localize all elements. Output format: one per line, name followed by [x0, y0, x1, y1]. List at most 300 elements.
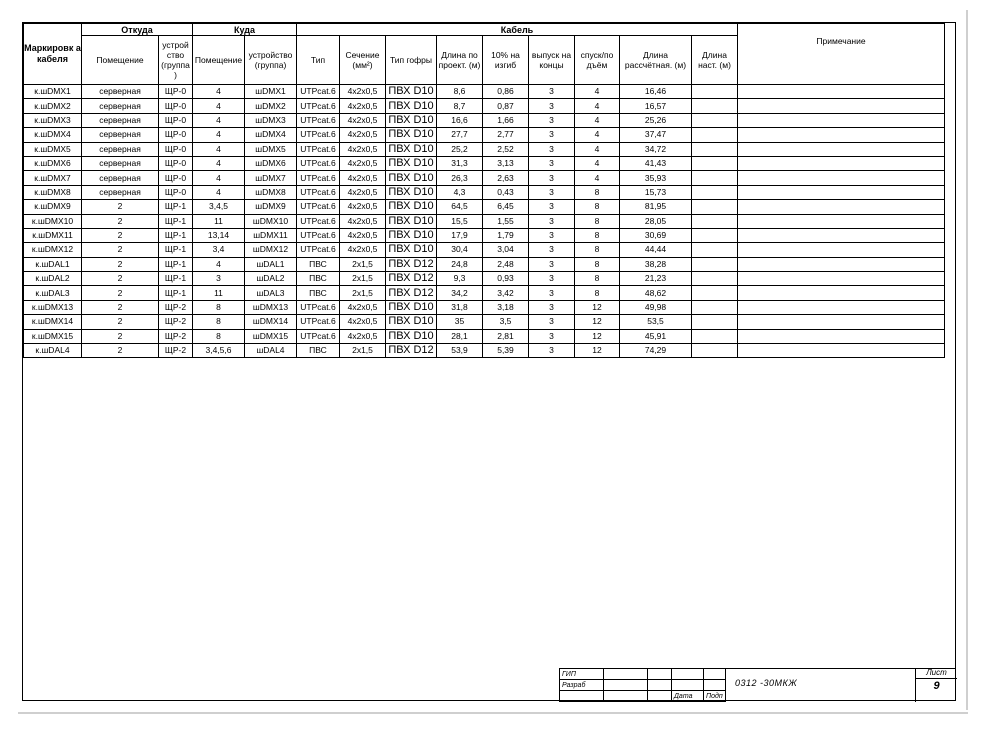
cell-bend: 3,5 — [483, 315, 529, 329]
cell-length-project: 31,3 — [437, 156, 483, 170]
cell-to-room: 4 — [193, 142, 245, 156]
cell-type: UTPcat.6 — [297, 85, 340, 99]
cell-note — [738, 315, 945, 329]
cell-ends: 3 — [529, 243, 575, 257]
cell-drop: 4 — [575, 99, 620, 113]
cell-length-set — [692, 315, 738, 329]
cell-length-project: 16,6 — [437, 113, 483, 127]
header-to: Куда — [193, 24, 297, 36]
cell-ends: 3 — [529, 286, 575, 300]
cell-corrugation: ПВХ D12 — [386, 272, 437, 286]
cell-bend: 1,55 — [483, 214, 529, 228]
cell-bend: 2,77 — [483, 128, 529, 142]
cell-mark: к.шDMX9 — [24, 200, 82, 214]
cell-type: UTPcat.6 — [297, 185, 340, 199]
cell-type: UTPcat.6 — [297, 128, 340, 142]
table-row — [24, 113, 945, 127]
cell-length-project: 30,4 — [437, 243, 483, 257]
cell-drop: 12 — [575, 329, 620, 343]
stamp-gip: ГИП — [560, 669, 604, 680]
cell-to-device: шDMX15 — [245, 329, 297, 343]
table-row — [24, 185, 945, 199]
cell-length-calc: 37,47 — [620, 128, 692, 142]
cell-note — [738, 344, 945, 358]
cell-from-room: 2 — [82, 243, 159, 257]
header-ends: выпуск на концы — [529, 36, 575, 85]
cell-to-room: 4 — [193, 185, 245, 199]
cell-ends: 3 — [529, 142, 575, 156]
cell-bend: 5,39 — [483, 344, 529, 358]
cell-bend: 0,86 — [483, 85, 529, 99]
cell-corrugation: ПВХ D10 — [386, 200, 437, 214]
cell-length-calc: 16,46 — [620, 85, 692, 99]
cell-mark: к.шDMX4 — [24, 128, 82, 142]
header-from: Откуда — [82, 24, 193, 36]
cell-drop: 4 — [575, 113, 620, 127]
cell-drop: 8 — [575, 257, 620, 271]
cell-to-room: 8 — [193, 315, 245, 329]
cell-note — [738, 300, 945, 314]
cell-to-room: 4 — [193, 128, 245, 142]
cell-bend: 0,43 — [483, 185, 529, 199]
cell-note — [738, 200, 945, 214]
cell-length-project: 34,2 — [437, 286, 483, 300]
cell-from-device: ЩР-1 — [159, 257, 193, 271]
cell-section: 4x2x0,5 — [340, 300, 386, 314]
cell-corrugation: ПВХ D10 — [386, 85, 437, 99]
cell-to-device: шDMX13 — [245, 300, 297, 314]
cell-length-calc: 74,29 — [620, 344, 692, 358]
cell-note — [738, 85, 945, 99]
table-row — [24, 315, 945, 329]
cell-note — [738, 156, 945, 170]
cell-from-device: ЩР-2 — [159, 315, 193, 329]
cell-length-project: 9,3 — [437, 272, 483, 286]
cell-to-room: 4 — [193, 156, 245, 170]
cell-length-project: 53,9 — [437, 344, 483, 358]
cell-bend: 2,52 — [483, 142, 529, 156]
cell-to-device: шDMX1 — [245, 85, 297, 99]
cell-to-device: шDAL1 — [245, 257, 297, 271]
cell-type: ПВС — [297, 344, 340, 358]
cell-corrugation: ПВХ D10 — [386, 128, 437, 142]
cell-from-device: ЩР-1 — [159, 228, 193, 242]
cell-bend: 2,81 — [483, 329, 529, 343]
cell-corrugation: ПВХ D10 — [386, 300, 437, 314]
cell-from-room: 2 — [82, 329, 159, 343]
cell-section: 4x2x0,5 — [340, 243, 386, 257]
header-length-project: Длина по проект. (м) — [437, 36, 483, 85]
cell-length-set — [692, 128, 738, 142]
cell-corrugation: ПВХ D10 — [386, 156, 437, 170]
cell-length-project: 17,9 — [437, 228, 483, 242]
sheet-number: 9 — [933, 680, 940, 692]
cell-from-room: 2 — [82, 315, 159, 329]
cell-type: UTPcat.6 — [297, 243, 340, 257]
cell-corrugation: ПВХ D10 — [386, 113, 437, 127]
cell-length-set — [692, 329, 738, 343]
cell-corrugation: ПВХ D10 — [386, 99, 437, 113]
cell-to-room: 3,4,5,6 — [193, 344, 245, 358]
cell-mark: к.шDMX8 — [24, 185, 82, 199]
stamp-date-label: Дата — [672, 691, 704, 702]
cell-length-project: 4,3 — [437, 185, 483, 199]
cell-length-set — [692, 272, 738, 286]
cell-corrugation: ПВХ D10 — [386, 329, 437, 343]
cell-length-calc: 21,23 — [620, 272, 692, 286]
cell-to-device: шDMX8 — [245, 185, 297, 199]
table-row — [24, 214, 945, 228]
cell-to-room: 4 — [193, 113, 245, 127]
cell-from-room: серверная — [82, 142, 159, 156]
cell-section: 4x2x0,5 — [340, 99, 386, 113]
cell-to-device: шDMX2 — [245, 99, 297, 113]
cell-mark: к.шDMX2 — [24, 99, 82, 113]
header-length-calc: Длина рассчётная. (м) — [620, 36, 692, 85]
cell-corrugation: ПВХ D10 — [386, 214, 437, 228]
cell-type: UTPcat.6 — [297, 214, 340, 228]
cell-drop: 8 — [575, 228, 620, 242]
header-section: Сечение (мм²) — [340, 36, 386, 85]
cell-note — [738, 185, 945, 199]
cell-type: UTPcat.6 — [297, 171, 340, 185]
cell-from-device: ЩР-0 — [159, 156, 193, 170]
table-row — [24, 286, 945, 300]
cell-bend: 1,79 — [483, 228, 529, 242]
header-to-room: Помещение — [193, 36, 245, 85]
cell-length-set — [692, 142, 738, 156]
cell-mark: к.шDMX12 — [24, 243, 82, 257]
cell-bend: 0,93 — [483, 272, 529, 286]
cell-ends: 3 — [529, 257, 575, 271]
cell-drop: 12 — [575, 300, 620, 314]
cell-ends: 3 — [529, 185, 575, 199]
cell-ends: 3 — [529, 228, 575, 242]
cell-section: 4x2x0,5 — [340, 315, 386, 329]
cell-from-room: серверная — [82, 99, 159, 113]
title-block-signatures — [559, 668, 726, 702]
cell-to-room: 3,4,5 — [193, 200, 245, 214]
cell-note — [738, 171, 945, 185]
cell-note — [738, 243, 945, 257]
cell-length-calc: 15,73 — [620, 185, 692, 199]
cell-length-project: 26,3 — [437, 171, 483, 185]
cell-drop: 12 — [575, 315, 620, 329]
cell-note — [738, 113, 945, 127]
cell-from-device: ЩР-1 — [159, 243, 193, 257]
cell-from-device: ЩР-2 — [159, 300, 193, 314]
cell-bend: 1,66 — [483, 113, 529, 127]
cell-section: 2x1,5 — [340, 344, 386, 358]
cell-length-calc: 34,72 — [620, 142, 692, 156]
cell-to-device: шDAL3 — [245, 286, 297, 300]
cell-mark: к.шDMX10 — [24, 214, 82, 228]
cell-corrugation: ПВХ D10 — [386, 171, 437, 185]
cell-to-device: шDMX12 — [245, 243, 297, 257]
cell-section: 4x2x0,5 — [340, 214, 386, 228]
page-shadow-bottom — [18, 712, 968, 714]
cell-length-calc: 44,44 — [620, 243, 692, 257]
cell-length-calc: 25,26 — [620, 113, 692, 127]
cell-from-room: 2 — [82, 272, 159, 286]
stamp-sign-label: Подп — [704, 691, 726, 702]
cell-length-calc: 16,57 — [620, 99, 692, 113]
cell-to-room: 4 — [193, 257, 245, 271]
stamp-razrab: Разраб — [560, 680, 604, 691]
cell-from-device: ЩР-0 — [159, 113, 193, 127]
cell-drop: 8 — [575, 243, 620, 257]
cell-mark: к.шDMX7 — [24, 171, 82, 185]
cell-to-room: 3 — [193, 272, 245, 286]
cell-drop: 8 — [575, 214, 620, 228]
cell-type: UTPcat.6 — [297, 142, 340, 156]
cell-section: 4x2x0,5 — [340, 228, 386, 242]
cell-bend: 0,87 — [483, 99, 529, 113]
cell-length-set — [692, 200, 738, 214]
cell-ends: 3 — [529, 315, 575, 329]
cell-to-room: 4 — [193, 99, 245, 113]
cell-length-project: 8,7 — [437, 99, 483, 113]
cell-from-room: 2 — [82, 200, 159, 214]
cell-from-device: ЩР-0 — [159, 185, 193, 199]
cell-mark: к.шDMX1 — [24, 85, 82, 99]
cell-to-device: шDMX10 — [245, 214, 297, 228]
cell-bend: 2,48 — [483, 257, 529, 271]
cell-drop: 8 — [575, 200, 620, 214]
cell-length-project: 35 — [437, 315, 483, 329]
cell-from-room: серверная — [82, 113, 159, 127]
cell-mark: к.шDMX13 — [24, 300, 82, 314]
cell-from-room: 2 — [82, 257, 159, 271]
cell-mark: к.шDMX14 — [24, 315, 82, 329]
cell-ends: 3 — [529, 272, 575, 286]
cell-from-device: ЩР-0 — [159, 99, 193, 113]
cell-length-calc: 45,91 — [620, 329, 692, 343]
cell-length-calc: 30,69 — [620, 228, 692, 242]
cell-corrugation: ПВХ D10 — [386, 228, 437, 242]
drawing-sheet — [22, 22, 956, 701]
cell-ends: 3 — [529, 214, 575, 228]
cell-to-device: шDMX11 — [245, 228, 297, 242]
cell-type: UTPcat.6 — [297, 99, 340, 113]
cell-length-set — [692, 113, 738, 127]
cell-ends: 3 — [529, 156, 575, 170]
cell-section: 4x2x0,5 — [340, 85, 386, 99]
cell-length-set — [692, 156, 738, 170]
header-to-device: устройство (группа) — [245, 36, 297, 85]
cell-mark: к.шDMX3 — [24, 113, 82, 127]
cell-from-device: ЩР-0 — [159, 85, 193, 99]
cell-length-project: 31,8 — [437, 300, 483, 314]
cell-length-calc: 38,28 — [620, 257, 692, 271]
cell-note — [738, 257, 945, 271]
cell-from-room: серверная — [82, 128, 159, 142]
cell-section: 4x2x0,5 — [340, 113, 386, 127]
cell-corrugation: ПВХ D12 — [386, 257, 437, 271]
cell-ends: 3 — [529, 329, 575, 343]
cell-to-room: 13,14 — [193, 228, 245, 242]
cell-section: 4x2x0,5 — [340, 156, 386, 170]
table-row — [24, 128, 945, 142]
cell-to-room: 8 — [193, 300, 245, 314]
table-row — [24, 344, 945, 358]
cell-length-calc: 53,5 — [620, 315, 692, 329]
cell-length-set — [692, 243, 738, 257]
cell-note — [738, 272, 945, 286]
cell-length-project: 15,5 — [437, 214, 483, 228]
cell-drop: 4 — [575, 142, 620, 156]
cell-ends: 3 — [529, 171, 575, 185]
cell-length-set — [692, 214, 738, 228]
cell-length-set — [692, 171, 738, 185]
header-corrugation: Тип гофры — [386, 36, 437, 85]
cell-from-device: ЩР-1 — [159, 200, 193, 214]
cell-type: ПВС — [297, 286, 340, 300]
cell-section: 2x1,5 — [340, 272, 386, 286]
cell-drop: 12 — [575, 344, 620, 358]
cell-to-device: шDMX4 — [245, 128, 297, 142]
cell-from-room: 2 — [82, 214, 159, 228]
cell-type: UTPcat.6 — [297, 113, 340, 127]
cell-mark: к.шDAL3 — [24, 286, 82, 300]
table-row — [24, 257, 945, 271]
page-shadow-right — [966, 10, 968, 710]
cell-from-device: ЩР-0 — [159, 142, 193, 156]
header-length-set: Длина наст. (м) — [692, 36, 738, 85]
cell-from-device: ЩР-0 — [159, 128, 193, 142]
document-code: 0312 -30МКЖ — [735, 678, 798, 688]
sheet-label: Лист — [916, 668, 957, 679]
cell-ends: 3 — [529, 300, 575, 314]
cell-to-device: шDAL2 — [245, 272, 297, 286]
table-row — [24, 85, 945, 99]
cell-length-project: 24,8 — [437, 257, 483, 271]
cell-length-set — [692, 85, 738, 99]
cell-to-device: шDMX6 — [245, 156, 297, 170]
table-row — [24, 272, 945, 286]
cell-to-room: 11 — [193, 214, 245, 228]
cell-length-set — [692, 99, 738, 113]
cell-length-calc: 28,05 — [620, 214, 692, 228]
cell-section: 4x2x0,5 — [340, 128, 386, 142]
cell-to-room: 11 — [193, 286, 245, 300]
cell-to-device: шDMX5 — [245, 142, 297, 156]
table-row — [24, 156, 945, 170]
cell-note — [738, 142, 945, 156]
cell-type: UTPcat.6 — [297, 228, 340, 242]
cell-type: UTPcat.6 — [297, 300, 340, 314]
cell-to-room: 8 — [193, 329, 245, 343]
cell-from-room: серверная — [82, 171, 159, 185]
table-row — [24, 329, 945, 343]
cell-length-calc: 41,43 — [620, 156, 692, 170]
cell-section: 4x2x0,5 — [340, 142, 386, 156]
cell-from-room: 2 — [82, 286, 159, 300]
cell-from-device: ЩР-2 — [159, 344, 193, 358]
cell-note — [738, 99, 945, 113]
header-bend: 10% на изгиб — [483, 36, 529, 85]
cell-drop: 4 — [575, 128, 620, 142]
cell-mark: к.шDAL1 — [24, 257, 82, 271]
cell-type: ПВС — [297, 272, 340, 286]
cell-mark: к.шDMX6 — [24, 156, 82, 170]
cell-section: 4x2x0,5 — [340, 171, 386, 185]
cell-mark: к.шDMX5 — [24, 142, 82, 156]
cell-length-set — [692, 228, 738, 242]
cell-length-calc: 35,93 — [620, 171, 692, 185]
table-row — [24, 243, 945, 257]
cell-from-device: ЩР-2 — [159, 329, 193, 343]
cell-from-room: 2 — [82, 300, 159, 314]
header-from-device: устрой ство (группа ) — [159, 36, 193, 85]
cell-length-project: 64,5 — [437, 200, 483, 214]
cell-to-device: шDMX14 — [245, 315, 297, 329]
cell-corrugation: ПВХ D10 — [386, 185, 437, 199]
cell-bend: 3,42 — [483, 286, 529, 300]
cell-drop: 4 — [575, 171, 620, 185]
cell-length-calc: 49,98 — [620, 300, 692, 314]
cell-corrugation: ПВХ D10 — [386, 243, 437, 257]
cell-section: 4x2x0,5 — [340, 185, 386, 199]
cell-drop: 8 — [575, 185, 620, 199]
cell-length-set — [692, 257, 738, 271]
cell-corrugation: ПВХ D12 — [386, 344, 437, 358]
cell-bend: 3,13 — [483, 156, 529, 170]
header-note: Примечание — [738, 24, 945, 85]
cell-section: 2x1,5 — [340, 286, 386, 300]
cell-length-project: 27,7 — [437, 128, 483, 142]
cell-to-room: 3,4 — [193, 243, 245, 257]
cell-from-room: серверная — [82, 85, 159, 99]
cell-ends: 3 — [529, 113, 575, 127]
header-mark: Маркировк а кабеля — [24, 24, 82, 85]
cell-section: 2x1,5 — [340, 257, 386, 271]
cell-mark: к.шDMX11 — [24, 228, 82, 242]
cell-length-set — [692, 344, 738, 358]
table-row — [24, 300, 945, 314]
cell-note — [738, 214, 945, 228]
table-row — [24, 200, 945, 214]
table-row — [24, 228, 945, 242]
table-row — [24, 171, 945, 185]
cell-from-room: серверная — [82, 185, 159, 199]
table-row — [24, 99, 945, 113]
cell-drop: 8 — [575, 272, 620, 286]
cell-section: 4x2x0,5 — [340, 329, 386, 343]
cell-length-project: 25,2 — [437, 142, 483, 156]
cell-length-calc: 48,62 — [620, 286, 692, 300]
table-body — [24, 85, 945, 358]
cell-ends: 3 — [529, 85, 575, 99]
cell-type: UTPcat.6 — [297, 315, 340, 329]
cell-from-device: ЩР-0 — [159, 171, 193, 185]
header-cable: Кабель — [297, 24, 738, 36]
cell-note — [738, 329, 945, 343]
cable-journal-table — [23, 23, 945, 358]
cell-from-room: 2 — [82, 344, 159, 358]
cell-to-device: шDAL4 — [245, 344, 297, 358]
cell-type: UTPcat.6 — [297, 329, 340, 343]
cell-ends: 3 — [529, 99, 575, 113]
header-type: Тип — [297, 36, 340, 85]
cell-corrugation: ПВХ D10 — [386, 315, 437, 329]
cell-length-project: 28,1 — [437, 329, 483, 343]
cell-ends: 3 — [529, 128, 575, 142]
cell-bend: 3,04 — [483, 243, 529, 257]
cell-ends: 3 — [529, 344, 575, 358]
cell-to-device: шDMX7 — [245, 171, 297, 185]
cell-type: UTPcat.6 — [297, 200, 340, 214]
